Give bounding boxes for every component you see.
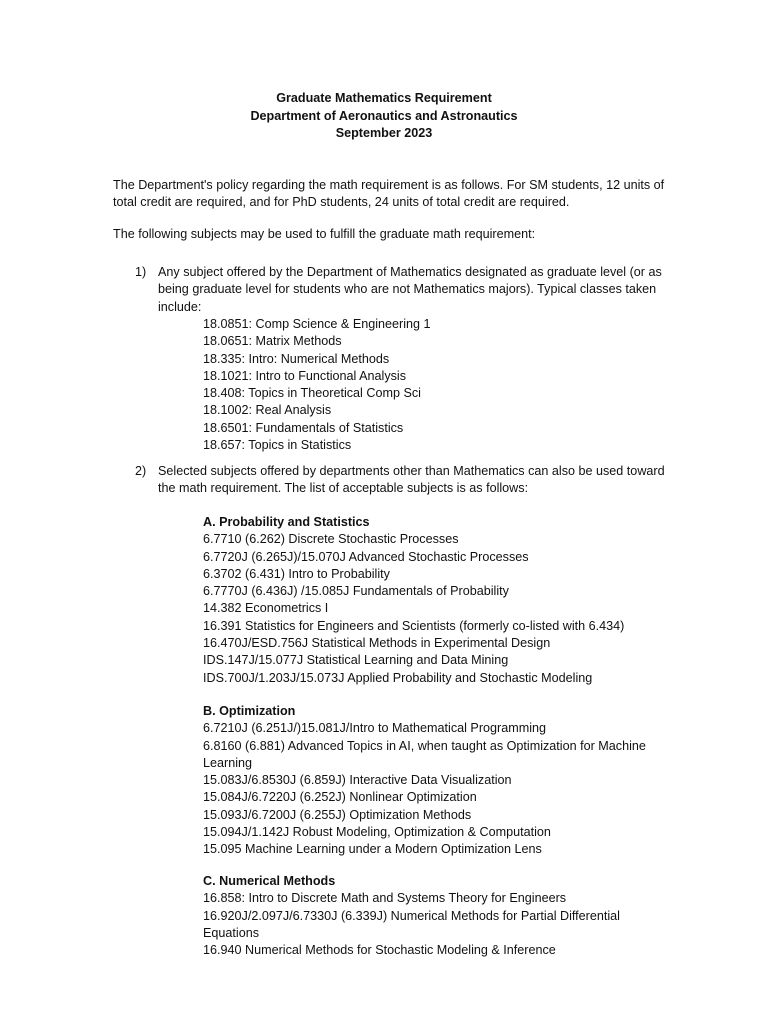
course-entry: 14.382 Econometrics I	[203, 601, 329, 616]
course-entry: 6.8160 (6.881) Advanced Topics in AI, when taught as Optimization for Machine Learning	[203, 738, 646, 770]
course-entry: 15.094J/1.142J Robust Modeling, Optimization & Computation	[203, 825, 551, 840]
list-number: 1)	[135, 265, 147, 279]
section-title: C. Numerical Methods	[203, 874, 336, 888]
document-header	[0, 90, 768, 143]
course-entry: 15.084J/6.7220J (6.252J) Nonlinear Optimization	[203, 790, 477, 805]
course-entry: 15.093J/6.7200J (6.255J) Optimization Methods	[203, 807, 472, 822]
section-optimization	[203, 703, 673, 859]
course-entry: 6.7210J (6.251J/)15.081J/Intro to Mathematical Programming	[203, 721, 547, 736]
section-title: B. Optimization	[203, 704, 296, 718]
course-entry: 16.920J/2.097J/6.7330J (6.339J) Numerical Methods for Partial Differential Equations	[203, 908, 620, 940]
section-numerical-methods	[203, 873, 673, 959]
course-entry: 18.0651: Matrix Methods	[203, 334, 342, 349]
course-entry: 18.1002: Real Analysis	[203, 403, 332, 418]
course-entry: 6.7770J (6.436J) /15.085J Fundamentals of Probability	[203, 584, 509, 599]
course-entry: 18.0851: Comp Science & Engineering 1	[203, 317, 431, 331]
course-entry: 18.657: Topics in Statistics	[203, 438, 352, 453]
course-entry: 18.6501: Fundamentals of Statistics	[203, 420, 404, 435]
course-entry: 6.7710 (6.262) Discrete Stochastic Processes	[203, 532, 459, 547]
course-entry: IDS.700J/1.203J/15.073J Applied Probability and Stochastic Modeling	[203, 670, 593, 685]
math-course-list	[203, 316, 683, 454]
course-entry: 18.408: Topics in Theoretical Comp Sci	[203, 386, 421, 401]
header-department: Department of Aeronautics and Astronautics	[250, 108, 518, 123]
section-title: A. Probability and Statistics	[203, 515, 370, 529]
section-probability-statistics	[203, 514, 673, 687]
course-entry: 16.858: Intro to Discrete Math and Systems Theory for Engineers	[203, 891, 567, 906]
course-entry: IDS.147J/15.077J Statistical Learning and Data Mining	[203, 653, 509, 668]
course-entry: 18.335: Intro: Numerical Methods	[203, 351, 390, 366]
course-entry: 18.1021: Intro to Functional Analysis	[203, 368, 407, 383]
policy-paragraph: The Department's policy regarding the math requirement is as follows. For SM students, 12 units of total credit are required, and for PhD students, 24 units of total credit are required.	[113, 178, 665, 210]
course-entry: 16.470J/ESD.756J Statistical Methods in Experimental Design	[203, 636, 551, 651]
subjects-intro-paragraph: The following subjects may be used to fulfill the graduate math requirement:	[113, 227, 536, 241]
course-entry: 15.095 Machine Learning under a Modern Optimization Lens	[203, 842, 542, 857]
course-entry: 15.083J/6.8530J (6.859J) Interactive Data Visualization	[203, 773, 512, 788]
list-number: 2)	[135, 464, 147, 478]
list-item-text: Any subject offered by the Department of Mathematics designated as graduate level (or as being graduate level for students who are not Mathematics majors). Typical classes taken include:	[158, 265, 662, 314]
course-entry: 16.391 Statistics for Engineers and Scientists (formerly co-listed with 6.434)	[203, 618, 625, 633]
course-entry: 16.940 Numerical Methods for Stochastic Modeling & Inference	[203, 943, 556, 958]
header-title: Graduate Mathematics Requirement	[276, 91, 492, 105]
course-entry: 6.7720J (6.265J)/15.070J Advanced Stochastic Processes	[203, 549, 529, 564]
header-date: September 2023	[335, 126, 433, 140]
list-item-text: Selected subjects offered by departments other than Mathematics can also be used toward the math requirement. The list of acceptable subjects is as follows:	[158, 464, 665, 496]
course-entry: 6.3702 (6.431) Intro to Probability	[203, 566, 390, 581]
